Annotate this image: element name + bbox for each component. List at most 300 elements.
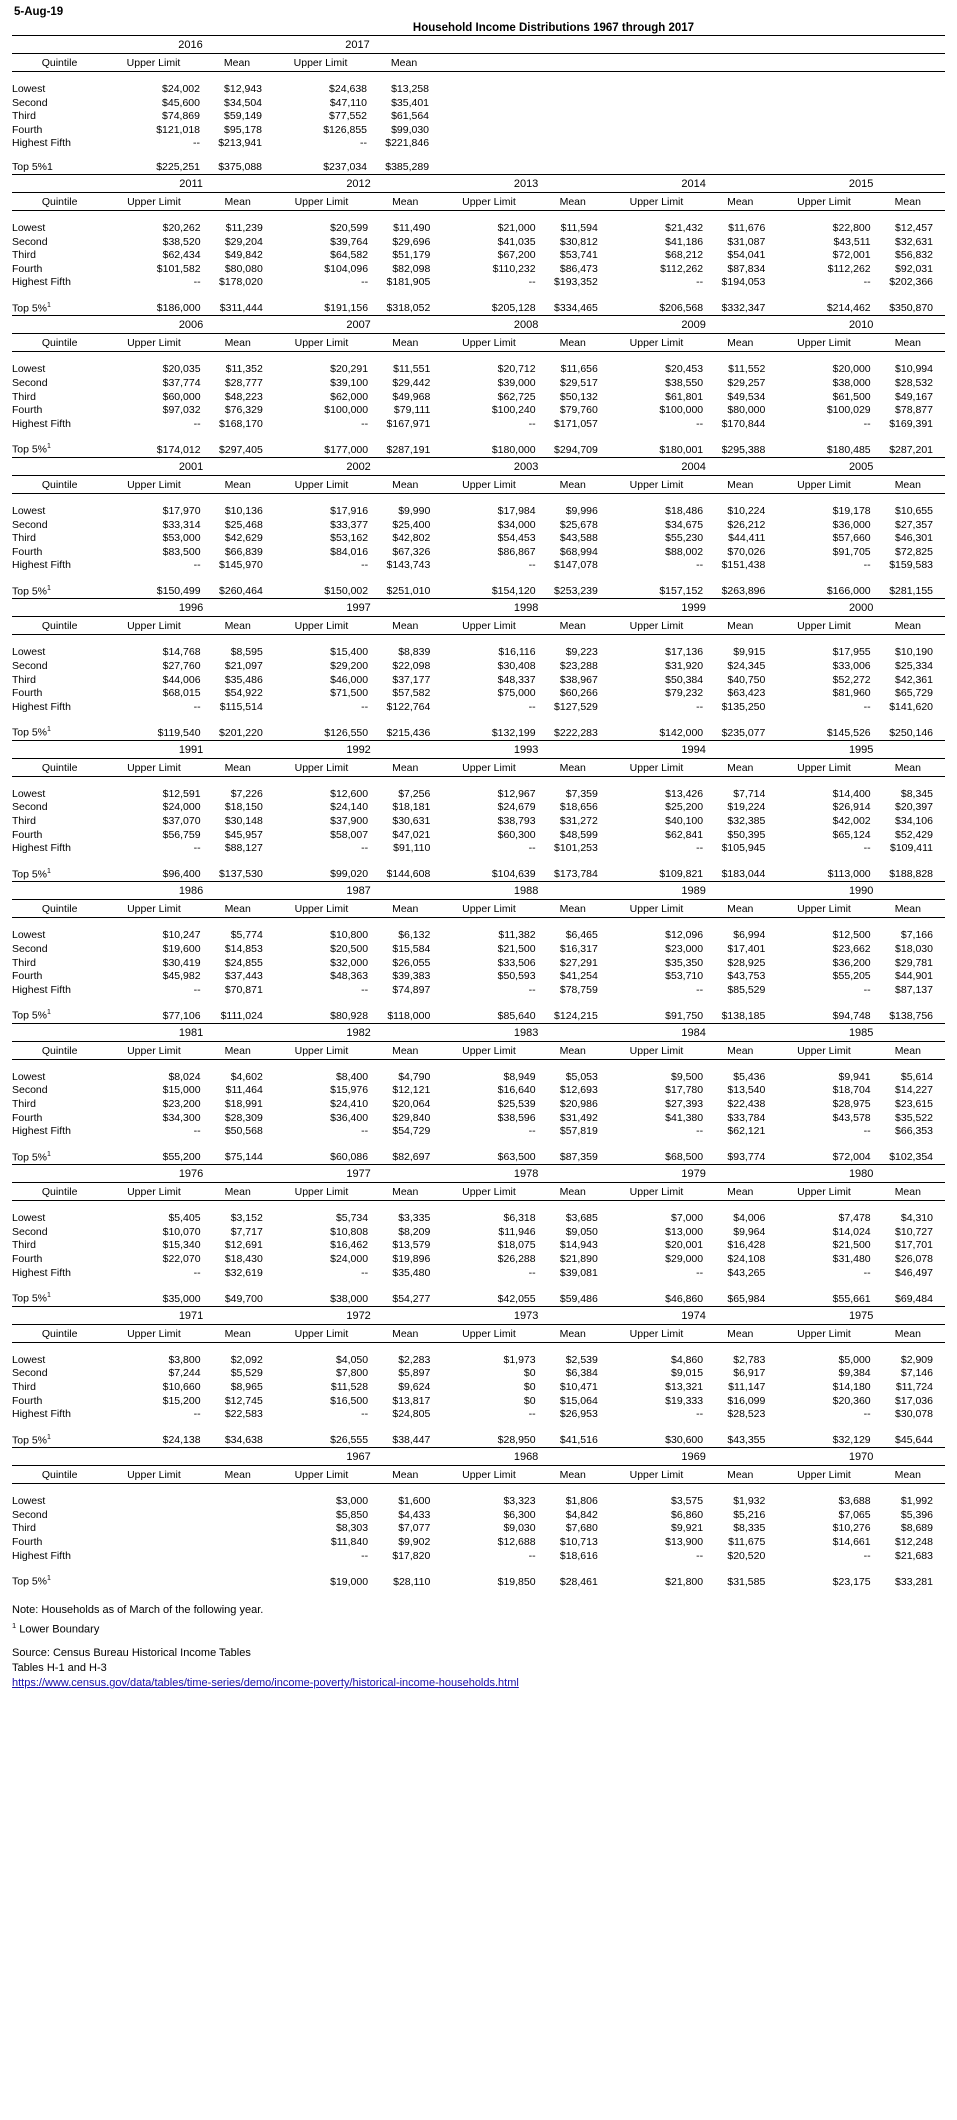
table-row [12,1253,945,1267]
data-cell: $20,291 [330,363,369,376]
spacer [12,856,945,865]
row-label: Second [12,1367,48,1380]
footnote-marker: 1 [47,1292,51,1300]
table-row [12,519,945,533]
data-cell: $8,595 [230,646,263,659]
data-cell: $37,900 [330,815,369,828]
row-label: Highest Fifth [12,559,71,572]
data-cell: $29,257 [727,377,766,390]
data-cell: $104,639 [491,868,536,881]
top-five-percent-row [12,160,945,174]
top5-gap-row [12,290,945,299]
data-cell: $29,781 [895,956,933,969]
row-label: Highest Fifth [12,1266,71,1279]
col-header-upper-limit: Upper Limit [777,1324,870,1342]
data-cell: $13,540 [727,1084,766,1097]
data-cell: $88,127 [224,842,263,855]
year-label: 1986 [107,882,275,900]
data-cell: $13,579 [392,1239,431,1252]
data-cell: $66,353 [895,1125,933,1138]
data-cell: $72,001 [832,249,871,262]
table-row [12,815,945,829]
data-cell: $30,078 [895,1408,933,1421]
spacer [12,1342,945,1354]
data-cell: $13,900 [665,1535,704,1548]
data-cell: $69,484 [895,1292,933,1305]
col-header-mean: Mean [368,617,442,635]
data-cell [201,1509,275,1523]
data-cell: $7,077 [398,1522,431,1535]
data-cell: $32,385 [727,815,766,828]
data-cell: $91,750 [665,1009,704,1022]
data-cell: $14,024 [832,1225,871,1238]
data-cell: $57,660 [832,532,871,545]
data-cell: $16,462 [330,1239,369,1252]
table-row [12,276,945,290]
data-cell: -- [528,559,536,572]
data-cell: $19,000 [330,1575,369,1588]
data-cell: -- [863,417,871,430]
data-cell: -- [696,700,704,713]
data-cell: $225,251 [156,160,200,173]
data-cell: $16,116 [498,646,536,659]
data-cell: $51,179 [392,249,431,262]
year-label: 1968 [442,1448,610,1466]
data-cell: $53,741 [559,249,598,262]
spacer [12,1422,945,1431]
col-header-mean: Mean [368,1041,442,1059]
data-cell: $27,357 [895,518,933,531]
spacer [12,431,945,440]
footnote-lower-boundary [12,1618,945,1638]
block-gap-row [12,352,945,364]
data-cell: $39,100 [330,377,369,390]
data-cell: $2,539 [565,1353,598,1366]
data-cell: $25,334 [895,659,933,672]
data-cell: $250,146 [889,726,933,739]
data-cell: $287,191 [386,443,431,456]
year-block-table [12,457,945,598]
year-label: 1996 [107,599,275,617]
data-cell: $74,897 [392,983,431,996]
data-cell: $34,675 [665,518,704,531]
data-cell: $99,030 [391,123,430,136]
row-label: Second [12,659,48,672]
data-cell: $94,748 [832,1009,871,1022]
table-row [12,83,945,97]
data-cell: $115,514 [219,700,263,713]
year-label: 2009 [610,316,778,334]
year-label: 2000 [777,599,945,617]
data-cell: $22,070 [162,1253,201,1266]
data-cell: $12,457 [895,221,933,234]
data-cell: $7,478 [838,1212,871,1225]
data-cell: $5,734 [335,1212,369,1225]
table-row [12,687,945,701]
data-cell: $6,917 [733,1367,766,1380]
data-cell: $180,001 [659,443,704,456]
col-header-upper-limit: Upper Limit [275,1183,368,1201]
year-block-table [12,315,945,456]
data-cell: $13,426 [665,787,704,800]
note-households: Note: Households as of March of the following year. [12,1603,264,1616]
data-cell: $62,000 [330,390,369,403]
data-cell: $111,024 [220,1009,263,1022]
data-cell: $3,688 [838,1495,871,1508]
spacer [12,72,945,84]
data-cell: $24,140 [330,801,369,814]
col-header-mean: Mean [536,758,610,776]
col-header-upper-limit: Upper Limit [610,1466,703,1484]
data-cell: $32,631 [895,235,933,248]
data-cell: $49,842 [224,249,263,262]
row-label: Third [12,249,36,262]
data-cell: -- [528,842,536,855]
data-cell: $11,490 [393,221,431,234]
col-header-mean: Mean [536,475,610,493]
data-cell: -- [193,842,201,855]
data-cell: $295,388 [721,443,766,456]
col-header-upper-limit: Upper Limit [610,617,703,635]
data-cell: $318,052 [386,302,431,315]
data-cell: $22,583 [224,1408,263,1421]
data-cell: $126,550 [324,726,369,739]
data-cell: $20,001 [665,1239,704,1252]
table-row [12,1536,945,1550]
spacer [12,573,945,582]
col-header-mean: Mean [871,475,945,493]
data-cell: $11,840 [330,1535,369,1548]
block-gap-row [12,210,945,222]
year-label: 1984 [610,1023,778,1041]
data-cell: $33,281 [895,1575,933,1588]
data-cell: $61,801 [665,390,704,403]
data-cell: $17,970 [162,504,201,517]
data-cell: $1,932 [733,1495,766,1508]
data-cell [201,1522,275,1536]
data-cell: $12,943 [224,83,263,95]
col-header-quintile: Quintile [12,1324,107,1342]
data-cell: $42,802 [392,532,431,545]
data-cell: $23,200 [162,1097,201,1110]
col-header-mean: Mean [703,1466,777,1484]
data-cell: $121,018 [156,123,200,136]
data-cell: $202,366 [889,276,933,289]
data-cell: $13,000 [665,1225,704,1238]
data-cell: $70,871 [224,983,263,996]
data-cell: $20,712 [497,363,536,376]
spacer [12,635,945,647]
year-label: 2013 [442,174,610,192]
data-cell: $4,790 [398,1070,431,1083]
data-cell: $56,759 [162,828,201,841]
data-cell: $28,110 [393,1575,431,1588]
year-header-row [12,1306,945,1324]
data-cell [107,1572,200,1589]
data-cell: $38,793 [497,815,536,828]
row-label: Third [12,673,36,686]
col-header-upper-limit: Upper Limit [777,758,870,776]
col-header-mean: Mean [201,334,275,352]
data-cell: $80,000 [727,404,766,417]
block-gap-row [12,72,945,84]
col-header-mean: Mean [871,758,945,776]
data-cell: $11,352 [225,363,263,376]
year-header-blank [12,599,107,617]
data-cell: $35,350 [665,956,704,969]
data-cell: $9,030 [503,1522,536,1535]
data-cell: $72,825 [895,545,933,558]
year-label: 2012 [275,174,443,192]
year-header-blank [12,457,107,475]
col-header-mean: Mean [703,758,777,776]
filler-cell [441,110,945,124]
data-cell: $194,053 [721,276,766,289]
data-cell: $11,675 [728,1535,766,1548]
table-row [12,559,945,573]
data-cell: -- [193,1408,201,1421]
data-cell: $5,897 [398,1367,431,1380]
data-cell: -- [696,983,704,996]
data-cell: $50,593 [497,970,536,983]
data-cell [107,1522,200,1536]
data-cell: $14,853 [224,942,263,955]
data-cell: $23,288 [559,659,598,672]
year-label: 1991 [107,740,275,758]
data-cell: $37,774 [162,377,201,390]
col-header-mean: Mean [703,475,777,493]
table-row [12,1239,945,1253]
row-label-top5: Top 5%$^1$ [12,584,51,598]
row-label: Fourth [12,828,43,841]
col-header-mean: Mean [871,1041,945,1059]
year-label: 1983 [442,1023,610,1041]
col-header-upper-limit: Upper Limit [610,900,703,918]
data-cell: $28,975 [832,1097,871,1110]
data-cell: $27,760 [162,659,201,672]
data-cell: $41,254 [559,970,598,983]
data-cell: $15,976 [330,1084,369,1097]
data-cell: $17,780 [665,1084,704,1097]
data-cell: $36,000 [832,518,871,531]
col-header-mean: Mean [871,1466,945,1484]
data-cell: $30,419 [162,956,201,969]
data-cell: $25,200 [665,801,704,814]
data-cell: $10,800 [330,929,369,942]
row-label: Fourth [12,970,43,983]
data-cell: $24,002 [162,83,200,95]
data-cell: $8,400 [335,1070,369,1083]
column-header-row [12,1466,945,1484]
data-cell: $46,497 [895,1266,933,1279]
year-label: 1972 [275,1306,443,1324]
data-cell: $55,230 [665,532,704,545]
data-cell: $7,256 [398,787,431,800]
data-cell: $52,429 [895,828,933,841]
data-cell: $22,438 [727,1097,766,1110]
data-cell [107,1495,200,1509]
data-cell: $19,333 [665,1394,704,1407]
data-cell: -- [863,983,871,996]
data-cell: $142,000 [659,726,704,739]
spacer [12,714,945,723]
data-cell: $3,685 [565,1212,598,1225]
data-cell: $3,000 [335,1495,369,1508]
year-header-blank [12,1165,107,1183]
row-label: Lowest [12,1212,46,1225]
footnote-marker: 1 [47,867,51,875]
year-block-table [12,1447,945,1588]
data-cell: $24,000 [162,801,201,814]
data-cell: $88,002 [665,545,704,558]
data-cell: $21,890 [559,1253,598,1266]
data-cell: $33,314 [162,518,201,531]
year-label: 2007 [275,316,443,334]
data-cell: $137,530 [219,868,263,881]
row-label: Lowest [12,1353,46,1366]
col-header-upper-limit: Upper Limit [777,475,870,493]
col-header-mean: Mean [703,1324,777,1342]
data-cell: -- [696,1125,704,1138]
data-cell: $17,036 [895,1394,933,1407]
footer-notes [12,1603,945,1692]
row-label-top5: Top 5%$^1$ [12,443,51,456]
data-cell: $38,596 [497,1111,536,1124]
page-title: Household Income Distributions 1967 through 2017 [412,22,695,34]
data-cell: -- [696,1408,704,1421]
col-header-upper-limit: Upper Limit [610,1324,703,1342]
block-gap-row [12,918,945,930]
year-header-blank [12,316,107,334]
data-cell: $43,588 [559,532,598,545]
col-header-upper-limit: Upper Limit [442,758,535,776]
year-label: 2002 [275,457,443,475]
col-header-upper-limit: Upper Limit [777,1466,870,1484]
data-cell: $253,239 [554,585,598,598]
data-cell: $18,181 [392,801,431,814]
row-label: Highest Fifth [12,700,71,713]
data-cell: $9,902 [398,1535,431,1548]
year-header-blank [12,1023,107,1041]
filler-cell [441,124,945,138]
data-cell: $31,585 [727,1575,766,1588]
data-cell: $8,303 [335,1522,369,1535]
data-cell: $72,004 [832,1151,871,1164]
data-cell [201,1550,275,1564]
year-label: 1995 [777,740,945,758]
table-row [12,1550,945,1564]
data-cell: $350,870 [889,302,933,315]
data-cell: $15,200 [162,1394,201,1407]
top-five-percent-row [12,865,945,882]
data-cell: $30,812 [559,235,598,248]
top-five-percent-row [12,1148,945,1165]
col-header-mean: Mean [703,334,777,352]
data-cell: $91,705 [832,545,871,558]
year-header-blank [12,174,107,192]
col-header-mean: Mean [536,334,610,352]
table-row [12,1408,945,1422]
data-cell: -- [528,1408,536,1421]
data-cell: -- [361,276,369,289]
data-cell: $188,828 [889,868,933,881]
data-cell: $3,335 [398,1212,431,1225]
data-cell: $16,640 [497,1084,536,1097]
data-cell: $20,000 [832,363,871,376]
table-row [12,1112,945,1126]
data-cell: -- [863,276,871,289]
data-cell: $21,097 [224,659,263,672]
data-cell: $12,096 [665,929,704,942]
col-header-upper-limit: Upper Limit [610,334,703,352]
data-cell: -- [696,559,704,572]
data-cell: $33,784 [727,1111,766,1124]
data-cell: -- [361,559,369,572]
footnote-marker: 1 [47,1009,51,1017]
data-cell: $124,215 [554,1009,598,1022]
data-cell: $42,055 [497,1292,536,1305]
data-cell: $97,032 [162,404,201,417]
row-label-top5: Top 5%$^1$ [12,301,51,315]
data-cell: $173,784 [554,868,598,881]
table-row [12,505,945,519]
data-cell: $12,693 [559,1084,598,1097]
data-cell: $9,015 [671,1367,704,1380]
census-url-link[interactable]: https://www.census.gov/data/tables/time-series/demo/income-poverty/historical-income-households.html [12,1677,519,1690]
data-cell: $20,520 [727,1549,766,1562]
data-cell: $18,150 [224,801,263,814]
row-label: Highest Fifth [12,1408,71,1421]
data-cell: $57,582 [392,687,431,700]
data-cell: $174,012 [156,443,201,456]
data-cell: $34,106 [895,815,933,828]
data-cell: $1,600 [398,1495,431,1508]
data-cell: $14,943 [559,1239,598,1252]
data-cell: $15,340 [162,1239,201,1252]
row-label: Third [12,1380,36,1393]
column-header-row [12,1041,945,1059]
income-table-blocks [12,35,945,1589]
data-cell: $4,006 [733,1212,766,1225]
column-header-row [12,1324,945,1342]
data-cell: $62,725 [497,390,536,403]
source-line-1: Source: Census Bureau Historical Income Tables [12,1647,251,1660]
col-header-mean: Mean [871,192,945,210]
top5-gap-row [12,856,945,865]
data-cell: $8,024 [168,1070,201,1083]
data-cell: $18,430 [224,1253,263,1266]
data-cell: $54,729 [392,1125,431,1138]
col-header-mean: Mean [201,900,275,918]
data-cell: $57,819 [559,1125,598,1138]
data-cell: $101,582 [156,262,201,275]
data-cell: $29,000 [665,1253,704,1266]
data-cell: $87,359 [559,1151,598,1164]
col-header-upper-limit: Upper Limit [107,475,200,493]
year-header-row [12,457,945,475]
table-row [12,1522,945,1536]
data-cell: $65,729 [895,687,933,700]
data-cell: $74,869 [162,110,200,123]
data-cell: $23,615 [895,1097,933,1110]
data-cell: $180,000 [491,443,536,456]
data-cell: $34,504 [224,96,263,109]
data-cell: $79,760 [559,404,598,417]
top5-gap-row [12,1422,945,1431]
data-cell: $12,745 [224,1394,263,1407]
data-cell: $7,244 [168,1367,201,1380]
col-header-mean: Mean [871,617,945,635]
